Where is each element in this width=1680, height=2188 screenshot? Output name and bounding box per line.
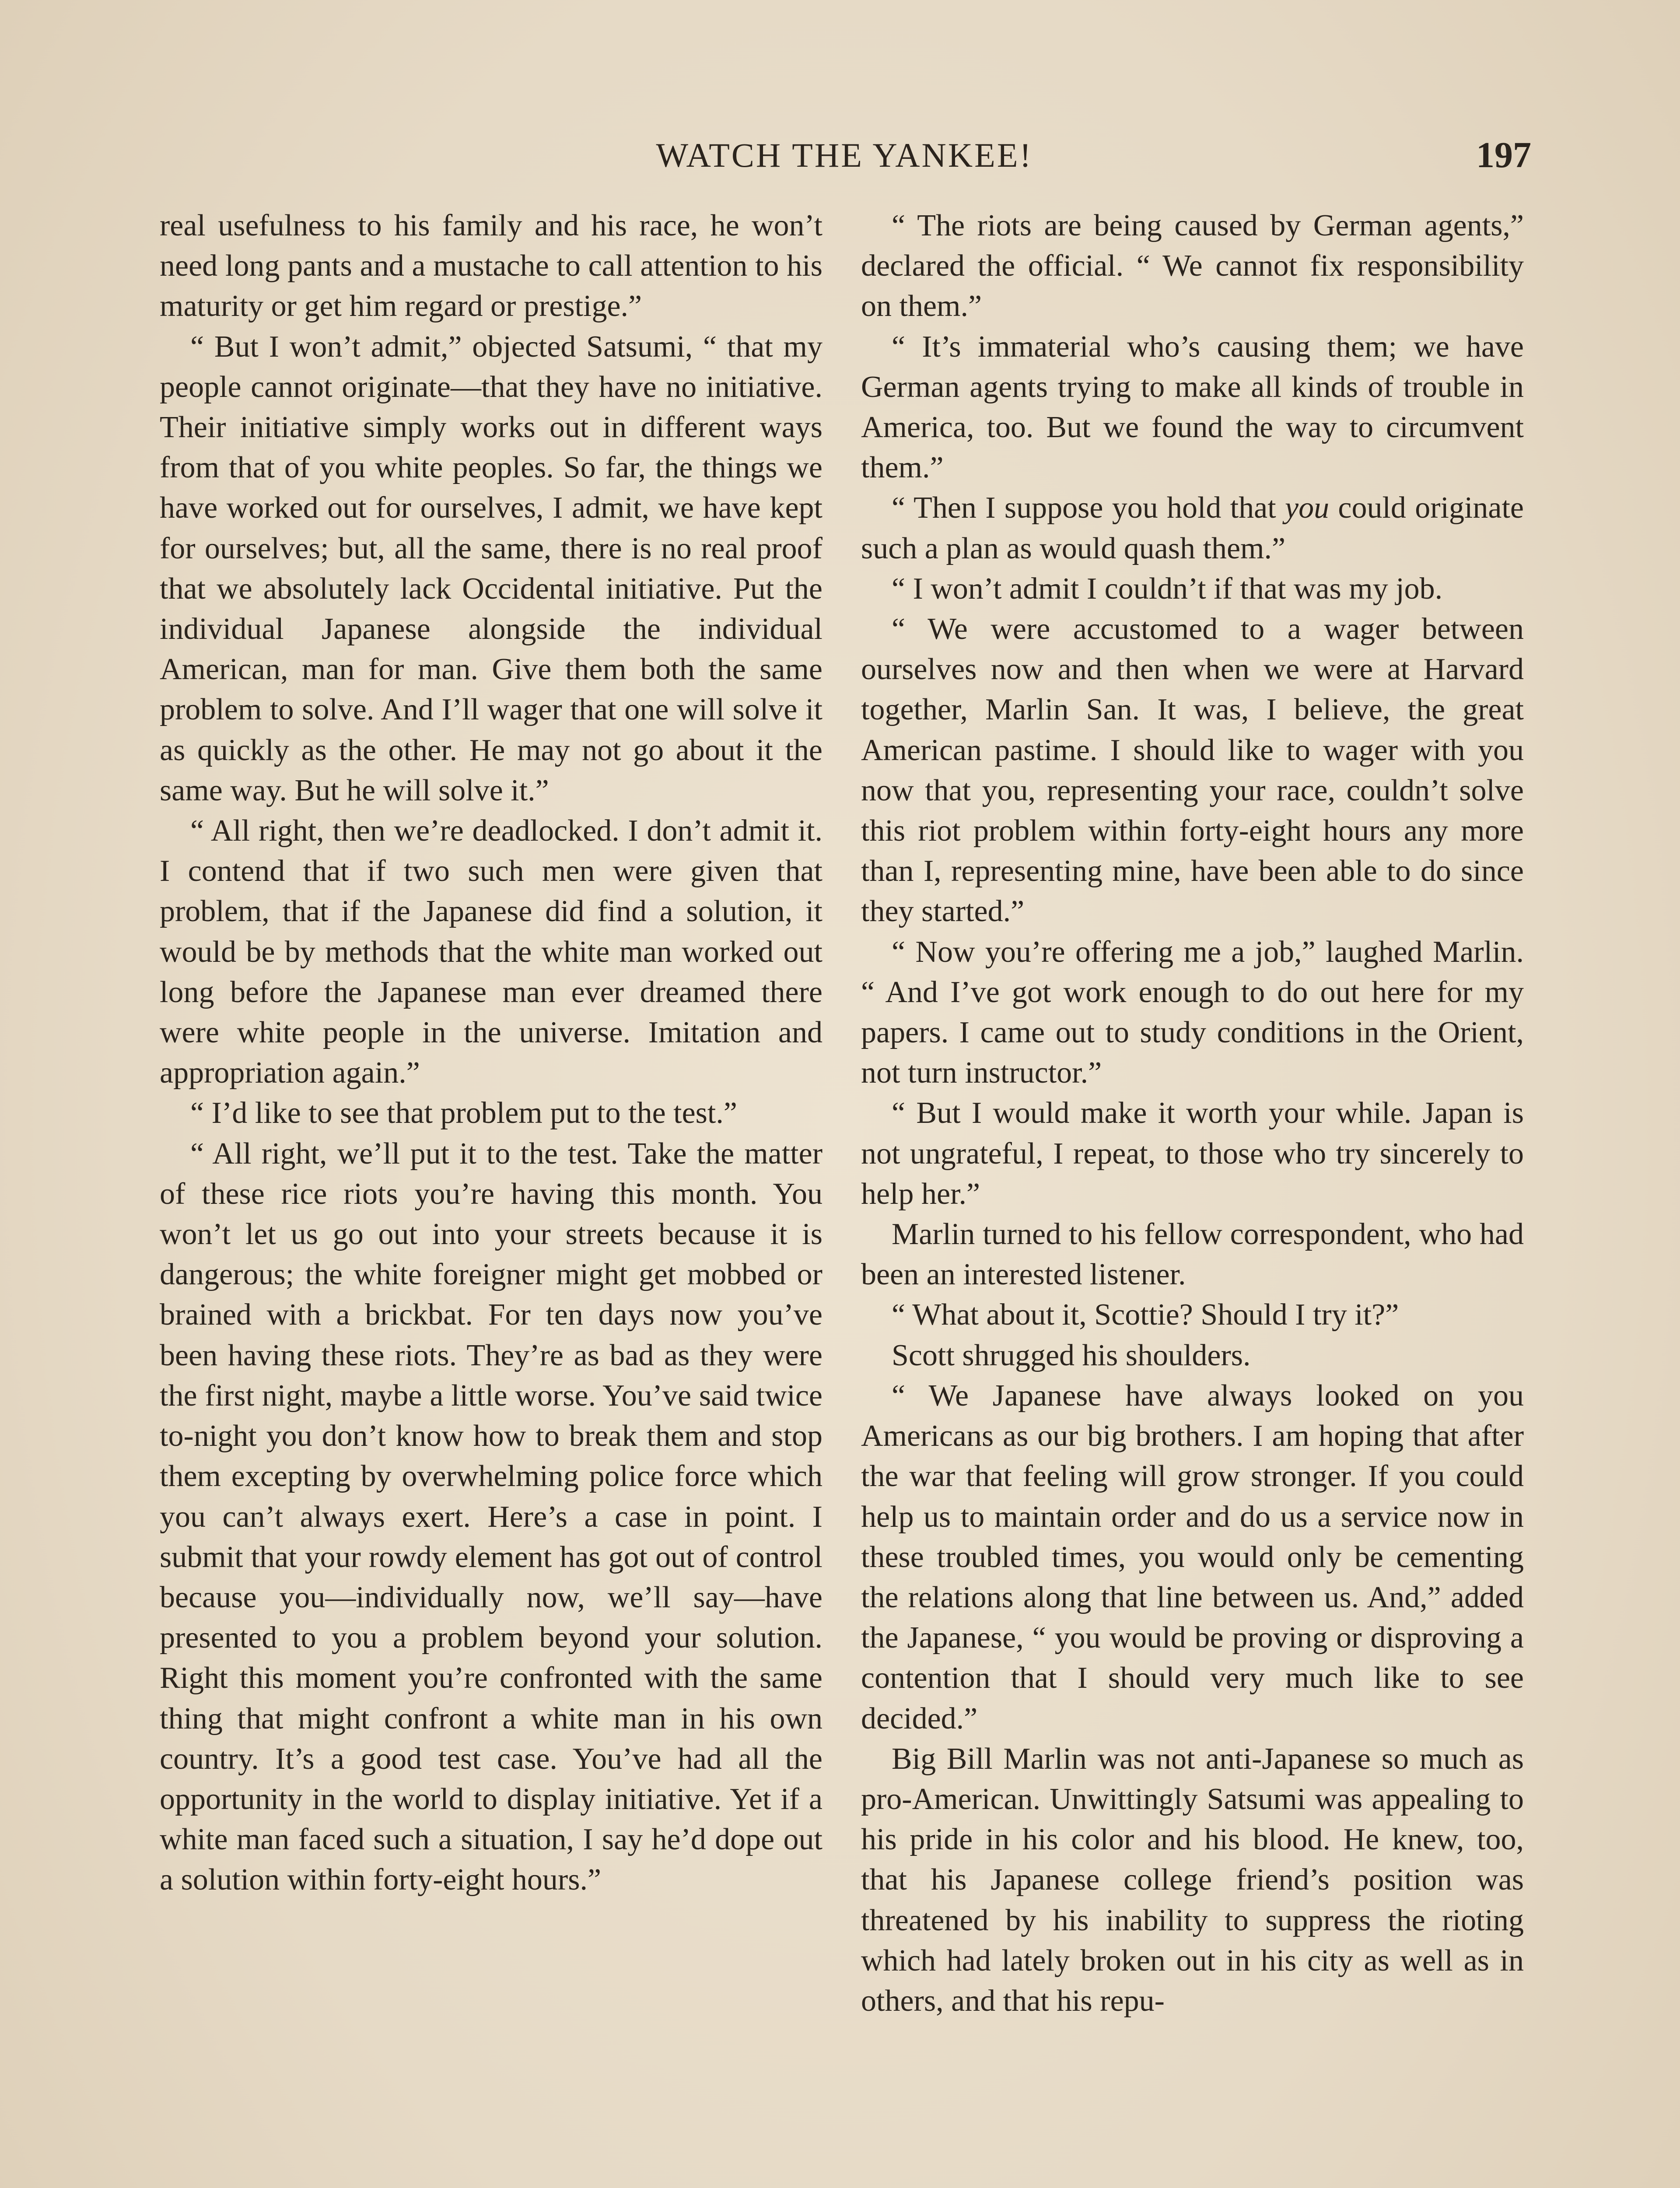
paragraph: Scott shrugged his shoulders. bbox=[892, 1338, 1251, 1372]
paragraph: “ It’s immaterial who’s causing them; we have German agents trying to make all kinds of trouble in America, too. But we found the way to circumvent them.” bbox=[861, 330, 1524, 485]
paragraph: “ All right, then we’re deadlocked. I don’t admit it. I contend that if two such men were given that problem, that if the Japanese did find a solution, it would be by methods that the white man worked out long before the Japanese man ever dreamed there were white people in the universe. Imitation and appropriation again.” bbox=[160, 814, 822, 1090]
paragraph: “ What about it, Scottie? Should I try it?” bbox=[892, 1298, 1399, 1332]
paragraph: “ The riots are being caused by German agents,” declared the official. “ We cannot fix responsibility on them.” bbox=[861, 209, 1524, 323]
paragraph: Big Bill Marlin was not anti-Japanese so much as pro-American. Unwittingly Satsumi was appealing to his pride in his color and his blood. He knew, too, that his Japanese college friend’s position was threatened by his inability to suppress the rioting which had lately broken out in his city as well as in others, and that his repu- bbox=[861, 1742, 1524, 2018]
text-span: could originate such a plan as would quash them.” bbox=[861, 491, 1524, 565]
paragraph: Marlin turned to his fellow correspondent, who had been an interested listener. bbox=[861, 1217, 1524, 1292]
page-number: 197 bbox=[1476, 135, 1531, 175]
paragraph: “ But I won’t admit,” objected Satsumi, “ that my people cannot originate—that they have no initiative. Their initiative simply works out in different ways from that of you white peoples. So far, the things we have worked out for ourselves, I admit, we have kept for ourselves; but, all the same, there is no real proof that we absolutely lack Occidental initiative. Put the individual Japanese alongside the individual American, man for man. Give them both the same problem to solve. And I’ll wager that one will solve it as quickly as the other. He may not go about it the same way. But he will solve it.” bbox=[160, 330, 822, 807]
running-head: WATCH THE YANKEE! bbox=[656, 136, 1033, 174]
paragraph: “ But I would make it worth your while. Japan is not ungrateful, I repeat, to those who try sincerely to help her.” bbox=[861, 1096, 1524, 1211]
paragraph: “ I won’t admit I couldn’t if that was my job. bbox=[892, 572, 1443, 606]
paragraph: “ We Japanese have always looked on you Americans as our big brothers. I am hoping that after the war that feeling will grow stronger. If you could help us to maintain order and do us a service now in these troubled times, you would only be cementing the relations along that line between us. And,” added the Japanese, “ you would be proving or disproving a contention that I should very much like to see decided.” bbox=[861, 1378, 1524, 1736]
paragraph: “ All right, we’ll put it to the test. Take the matter of these rice riots you’re having this month. You won’t let us go out into your streets because it is dangerous; the white foreigner might get mobbed or brained with a brickbat. For ten days now you’ve been having these riots. They’re as bad as they were the first night, maybe a little worse. You’ve said twice to-night you don’t know how to break them and stop them excepting by overwhelming police force which you can’t always exert. Here’s a case in point. I submit that your rowdy element has got out of control because you—individually now, we’ll say—have presented to you a problem beyond your solution. Right this moment you’re confronted with the same thing that might confront a white man in his own country. It’s a good test case. You’ve had all the opportunity in the world to display initiative. Yet if a white man faced such a situation, I say he’d dope out a solution within forty-eight hours.” bbox=[160, 1136, 822, 1897]
emphasis-text: you bbox=[1285, 491, 1330, 525]
page-header bbox=[158, 131, 1531, 179]
paragraph: real usefulness to his family and his race, he won’t need long pants and a mustache to call attention to his maturity or get him regard or prestige.” bbox=[160, 209, 822, 323]
paragraph: “ Now you’re offering me a job,” laughed Marlin. “ And I’ve got work enough to do out here for my papers. I came out to study conditions in the Orient, not turn instructor.” bbox=[861, 935, 1524, 1090]
paragraph: “ We were accustomed to a wager between ourselves now and then when we were at Harvard together, Marlin San. It was, I believe, the great American pastime. I should like to wager with you now that you, representing your race, couldn’t solve this riot problem within forty-eight hours any more than I, representing mine, have been able to do since they started.” bbox=[861, 612, 1524, 929]
left-column bbox=[160, 206, 822, 1900]
text-span: “ Then I suppose you hold that bbox=[892, 491, 1285, 525]
paragraph: “ I’d like to see that problem put to the test.” bbox=[190, 1096, 737, 1130]
right-column bbox=[861, 206, 1524, 2021]
paragraph bbox=[861, 488, 1524, 568]
